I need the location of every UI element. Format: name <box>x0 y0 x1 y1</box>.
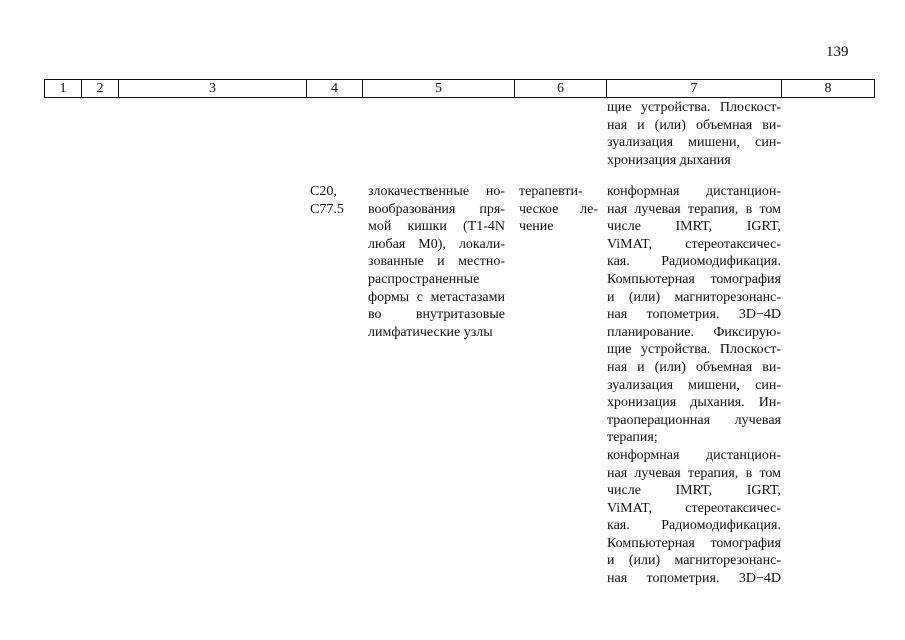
text-line: лимфатические узлы <box>368 324 493 340</box>
text-line: чение <box>519 219 554 235</box>
text-line: терапевти- <box>519 184 583 199</box>
text-line: ная и (или) объемная ви- <box>607 359 781 375</box>
text-line: хронизация дыхания <box>607 152 731 168</box>
text-line: числе IMRT, IGRT, <box>607 219 781 235</box>
treatment-type-col6 <box>519 183 598 236</box>
text-line: конформная дистанцион- <box>607 184 781 199</box>
text-line: ная и (или) объемная ви- <box>607 117 781 133</box>
header-cell-6: 6 <box>515 80 607 98</box>
icd-codes-col4 <box>310 183 360 218</box>
text-line: зованные и местно- <box>368 254 505 270</box>
text-line: ViMAT, стереотаксичес- <box>607 500 781 516</box>
text-line: ческое ле- <box>519 201 598 217</box>
header-cell-5: 5 <box>363 80 515 98</box>
text-line: числе IMRT, IGRT, <box>607 483 781 499</box>
text-line: хронизация дыхания. Ин- <box>607 395 781 411</box>
header-cell-2: 2 <box>82 80 119 98</box>
text-line: щие устройства. Плоскост- <box>607 100 781 115</box>
treatment-method-col7 <box>607 183 781 588</box>
text-line: ная топометрия. 3D−4D <box>607 571 781 587</box>
text-line: распространенные <box>368 271 480 287</box>
text-line: Компьютерная томография <box>607 271 781 287</box>
text-line: кая. Радиомодификация. <box>607 254 781 270</box>
text-line: ная лучевая терапия, в том <box>607 465 781 481</box>
text-line: вообразования пря- <box>368 201 505 217</box>
header-cell-3: 3 <box>119 80 307 98</box>
text-line: во внутритазовые <box>368 307 505 323</box>
text-line: щие устройства. Плоскост- <box>607 342 781 358</box>
text-line: зуализация мишени, син- <box>607 135 781 151</box>
text-line: формы с метастазами <box>368 289 505 305</box>
header-cell-1: 1 <box>45 80 82 98</box>
header-cell-8: 8 <box>782 80 875 98</box>
text-line: злокачественные но- <box>368 184 505 199</box>
text-line: терапия; <box>607 430 658 446</box>
column-number-header <box>44 79 875 98</box>
text-line: ная лучевая терапия, в том <box>607 201 781 217</box>
text-line: C20, <box>310 184 337 199</box>
page-number: 139 <box>826 44 849 60</box>
text-line: кая. Радиомодификация. <box>607 518 781 534</box>
text-line: любая M0), локали- <box>368 236 505 252</box>
diagnosis-col5 <box>368 183 505 341</box>
text-line: Компьютерная томография <box>607 535 781 551</box>
header-cell-4: 4 <box>307 80 363 98</box>
header-cell-7: 7 <box>607 80 782 98</box>
text-line: C77.5 <box>310 201 344 217</box>
text-line: и (или) магниторезонанс- <box>607 553 781 569</box>
text-line: мой кишки (T1-4N <box>368 219 505 235</box>
text-line: ViMAT, стереотаксичес- <box>607 236 781 252</box>
text-line: ная топометрия. 3D−4D <box>607 307 781 323</box>
continuation-text-col7 <box>607 99 781 169</box>
text-line: конформная дистанцион- <box>607 447 781 463</box>
text-line: траоперационная лучевая <box>607 412 781 428</box>
text-line: зуализация мишени, син- <box>607 377 781 393</box>
text-line: планирование. Фиксирую- <box>607 324 781 340</box>
text-line: и (или) магниторезонанс- <box>607 289 781 305</box>
